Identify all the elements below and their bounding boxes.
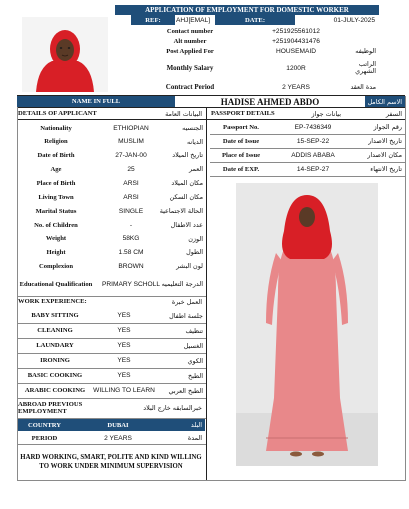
work-value: YES bbox=[117, 312, 131, 319]
work-value: YES bbox=[117, 327, 131, 334]
details-value: ARSI bbox=[123, 193, 139, 201]
details-label: Nationality bbox=[40, 124, 72, 132]
details-title-arabic: البيانات العامة bbox=[165, 109, 202, 118]
details-arabic: الديانه bbox=[186, 137, 203, 146]
passport-value: ADDIS ABABA bbox=[291, 151, 335, 159]
work-label: CLEANING bbox=[37, 327, 73, 334]
work-arabic: الكوي bbox=[187, 356, 203, 365]
work-arabic: تنظيف bbox=[185, 326, 203, 335]
contract-period-value: 2 YEARS bbox=[282, 83, 310, 91]
details-arabic: الجنسيه bbox=[182, 124, 203, 132]
work-label: IRONING bbox=[40, 357, 70, 364]
details-value: 25 bbox=[127, 165, 135, 173]
passport-value: 15-SEP-22 bbox=[296, 137, 330, 145]
monthly-salary-arabic: الراتب الشهري bbox=[355, 60, 376, 75]
rule bbox=[206, 107, 207, 480]
work-arabic: جلسة اطفال bbox=[169, 311, 203, 320]
rule bbox=[17, 418, 206, 419]
details-label: Educational Qualification bbox=[19, 280, 93, 288]
work-label: BABY SITTING bbox=[31, 312, 79, 319]
work-label: BASIC COOKING bbox=[27, 372, 83, 379]
details-label: Weight bbox=[45, 235, 67, 242]
post-applied-value: HOUSEMAID bbox=[276, 47, 316, 55]
details-arabic: الوزن bbox=[188, 234, 203, 243]
rule bbox=[17, 107, 18, 480]
passport-title-mid: بيانات جواز bbox=[311, 109, 341, 118]
rule bbox=[17, 95, 405, 96]
details-label: Height bbox=[46, 248, 66, 256]
details-label: Date of Birth bbox=[37, 151, 75, 159]
details-value: 58KG bbox=[122, 235, 140, 242]
rule bbox=[17, 398, 206, 399]
period-arabic: المدة bbox=[187, 434, 202, 442]
work-label: LAUNDARY bbox=[36, 342, 74, 349]
country-label: COUNTRY bbox=[17, 419, 72, 431]
work-arabic: الطبخ العربي bbox=[168, 386, 203, 395]
period-value: 2 YEARS bbox=[104, 434, 132, 442]
rule bbox=[17, 107, 405, 108]
monthly-salary-value: 1200R bbox=[286, 64, 306, 72]
details-label: Age bbox=[50, 165, 62, 173]
passport-value: EP-7436349 bbox=[294, 123, 332, 131]
passport-label: Date of EXP. bbox=[222, 165, 260, 173]
work-arabic: الطبخ bbox=[187, 371, 203, 380]
passport-arabic: مكان الاصدار bbox=[367, 151, 402, 159]
work-value: YES bbox=[117, 342, 131, 349]
details-arabic: مكان السكن bbox=[169, 193, 203, 201]
details-value: BROWN bbox=[118, 262, 144, 270]
details-arabic: الحالة الاجتماعية bbox=[159, 207, 203, 215]
date-label: DATE: bbox=[215, 15, 295, 25]
details-value: 27-JAN-00 bbox=[115, 151, 147, 159]
details-arabic: لون البشر bbox=[176, 262, 203, 270]
details-label: Living Town bbox=[38, 193, 74, 201]
country-arabic: البلد bbox=[164, 419, 205, 431]
form-title-text: APPLICATION OF EMPLOYMENT FOR DOMESTIC WORKER bbox=[145, 6, 349, 14]
alt-number-label: Alt number bbox=[173, 37, 207, 45]
rule bbox=[17, 444, 206, 445]
monthly-salary-label: Monthly Salary bbox=[166, 64, 214, 72]
contact-number-value: +251925561012 bbox=[272, 27, 320, 35]
ref-label: REF: bbox=[131, 15, 175, 25]
work-value: WILLING TO LEARN bbox=[93, 387, 155, 394]
remarks-note: HARD WORKING, SMART, POLITE AND KIND WILLING TO WORK UNDER MINIMUM SUPERVISION bbox=[20, 454, 202, 470]
details-label: Marital Status bbox=[35, 207, 77, 215]
country-value: DUBAI bbox=[72, 419, 164, 431]
ref-value: AHJ[EMAL] bbox=[176, 16, 211, 24]
passport-value: 14-SEP-27 bbox=[296, 165, 330, 173]
details-arabic: تاريخ الميلاد bbox=[172, 151, 203, 159]
work-title-arabic: العمل خبرة bbox=[171, 297, 202, 306]
passport-label: Date of Issue bbox=[222, 137, 260, 145]
alt-number-value: +251904431476 bbox=[272, 37, 320, 45]
work-arabic: الغسيل bbox=[183, 341, 203, 350]
details-value: ARSI bbox=[123, 179, 139, 187]
rule bbox=[17, 296, 206, 297]
passport-title: PASSPORT DETAILS bbox=[211, 110, 275, 117]
details-arabic: العمر bbox=[188, 165, 203, 173]
rule bbox=[17, 119, 405, 120]
details-value: PRIMARY SCHOLL bbox=[101, 280, 161, 288]
details-arabic: الطول bbox=[186, 248, 203, 256]
full-name-value: HADISE AHMED ABDO bbox=[220, 96, 320, 107]
post-applied-label: Post Applied For bbox=[166, 47, 214, 55]
rule bbox=[17, 480, 406, 481]
passport-title-arabic: السفر bbox=[385, 109, 402, 118]
abroad-title: ABROAD PREVIOUS EMPLOYMENT bbox=[18, 400, 83, 415]
details-title: DETAILS OF APPLICANT bbox=[18, 110, 97, 117]
details-value: ETHIOPIAN bbox=[113, 124, 149, 132]
post-applied-arabic: الوظيفه bbox=[355, 47, 376, 55]
passport-arabic: رقم الجواز bbox=[373, 123, 402, 131]
contract-period-label: Contract Period bbox=[165, 83, 215, 91]
details-value: SINGLE bbox=[118, 207, 144, 215]
passport-label: Passport No. bbox=[223, 123, 259, 131]
work-value: YES bbox=[117, 357, 131, 364]
headshot-photo bbox=[22, 17, 108, 92]
work-value: YES bbox=[117, 372, 131, 379]
rule bbox=[405, 96, 406, 480]
contact-number-label: Contact number bbox=[166, 27, 214, 35]
work-label: ARABIC COOKING bbox=[24, 387, 86, 394]
passport-arabic: تاريخ الانتهاء bbox=[370, 165, 402, 173]
date-value: 01-JULY-2025 bbox=[333, 16, 375, 24]
details-label: Religion bbox=[44, 138, 68, 145]
passport-label: Place of Issue bbox=[221, 151, 261, 159]
abroad-title-arabic: خبرالسابقه خارج البلاد bbox=[143, 403, 202, 412]
passport-arabic: تاريخ الاصدار bbox=[368, 137, 402, 145]
details-value: - bbox=[129, 221, 133, 229]
full-body-image bbox=[236, 183, 378, 466]
period-label: PERIOD bbox=[31, 434, 58, 442]
details-arabic: عدد الاطفال bbox=[170, 221, 203, 229]
row-divider bbox=[210, 176, 405, 177]
headshot-image bbox=[22, 17, 108, 92]
details-value: MUSLIM bbox=[118, 138, 144, 145]
details-arabic: مكان الميلاد bbox=[171, 179, 203, 187]
details-label: Place of Birth bbox=[36, 179, 76, 187]
form-title bbox=[115, 5, 379, 15]
contract-period-arabic: مدة العقد bbox=[350, 83, 376, 91]
details-label: Complexion bbox=[38, 262, 74, 270]
details-label: No. of Children bbox=[34, 221, 78, 229]
name-label: NAME IN FULL bbox=[17, 96, 175, 107]
name-arabic: الاسم الكامل bbox=[365, 96, 405, 107]
full-body-photo bbox=[236, 183, 378, 466]
details-arabic: الدرجة التعليميه bbox=[161, 280, 203, 288]
work-title: WORK EXPERIENCE: bbox=[18, 298, 87, 305]
details-value: 1.58 CM bbox=[118, 248, 144, 256]
